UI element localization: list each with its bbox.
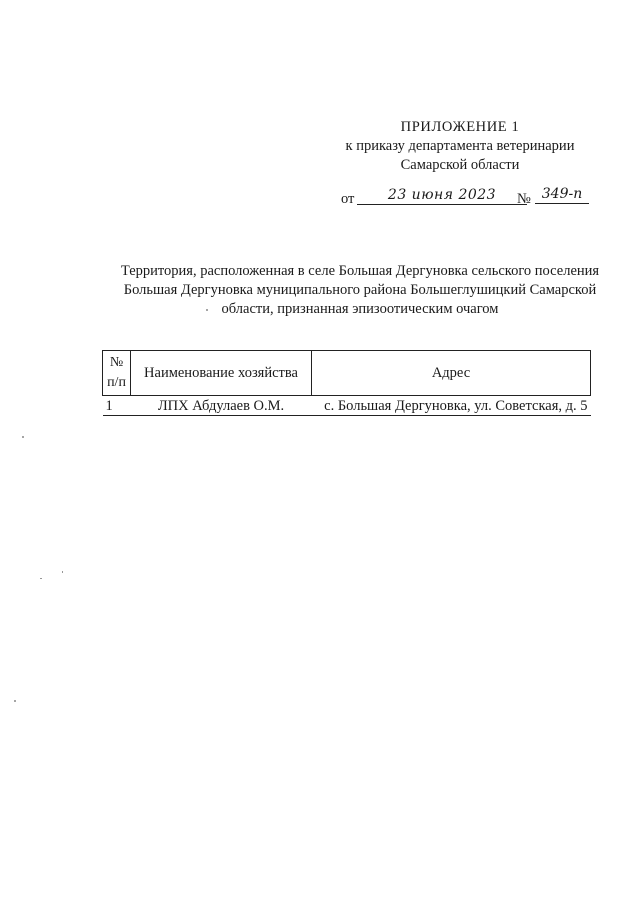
appendix-line-region: Самарской области: [400, 157, 520, 173]
table-row: [103, 396, 591, 416]
handwritten-date: 23 июня 2023: [357, 187, 527, 205]
number-prefix: №: [517, 191, 531, 207]
scan-speck: [22, 436, 24, 438]
header-num-abbrev: п/п: [107, 375, 126, 390]
appendix-line-order: к приказу департамента ветеринарии: [345, 138, 575, 154]
appendix-title: ПРИЛОЖЕНИЕ 1: [400, 119, 520, 135]
date-prefix: от: [341, 191, 355, 207]
appendix-header: [330, 118, 590, 175]
scan-speck: [14, 700, 16, 702]
row-number: 1: [105, 398, 113, 414]
row-address: с. Большая Дергуновка, ул. Советская, д. 5: [324, 398, 588, 414]
heading-line-3: области, признанная эпизоотическим очагом: [221, 301, 499, 317]
farms-table: [102, 350, 591, 416]
heading-line-2: Большая Дергуновка муниципального района Большеглушицкий Самарской: [123, 282, 597, 298]
row-farm-name: ЛПХ Абдулаев О.М.: [157, 398, 285, 414]
handwritten-number: 349-п: [535, 186, 589, 204]
scan-speck: [62, 571, 63, 573]
heading-line-1: Территория, расположенная в селе Большая Дергуновка сельского поселения: [120, 263, 600, 279]
header-address: Адрес: [312, 351, 591, 396]
header-farm-name: Наименование хозяйства: [131, 351, 312, 396]
table-header-row: [103, 351, 591, 396]
header-num: [103, 351, 131, 396]
territory-heading: [100, 262, 620, 319]
order-reference: [341, 186, 591, 213]
scan-speck: [206, 309, 208, 311]
header-num-symbol: №: [109, 355, 124, 370]
scan-speck: [40, 578, 42, 579]
